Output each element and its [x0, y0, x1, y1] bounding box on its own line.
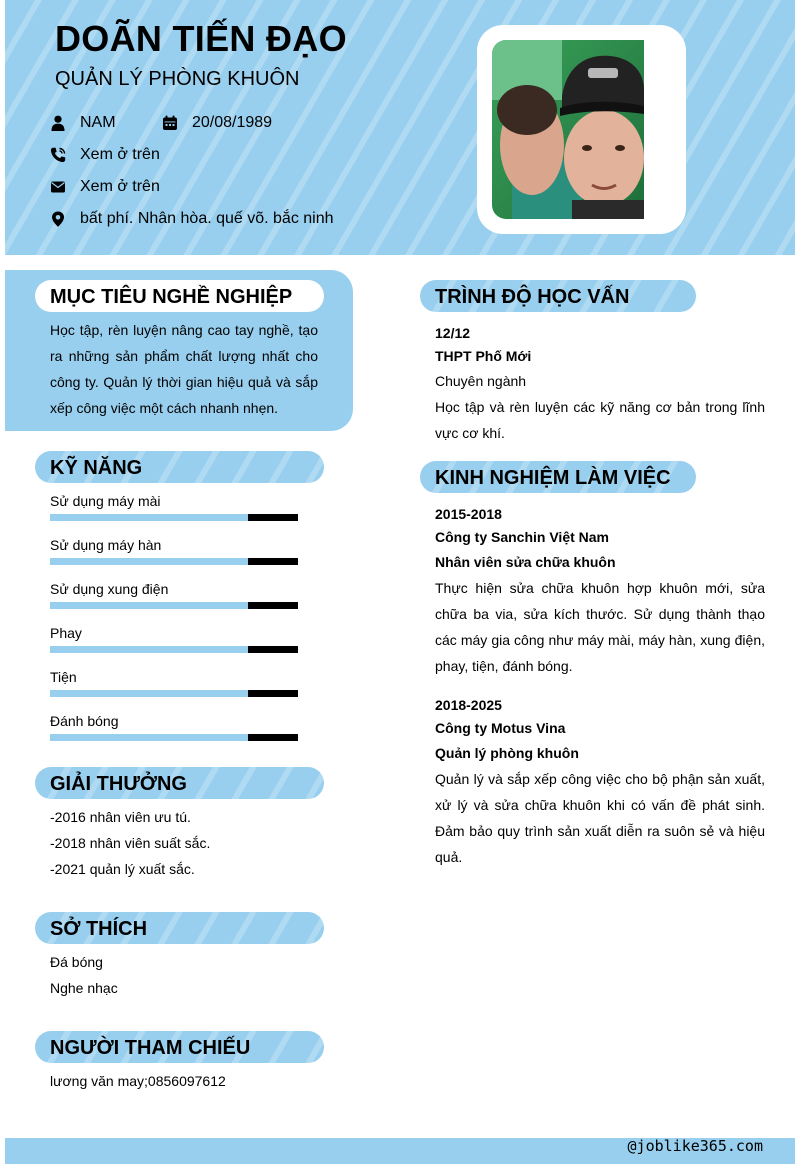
- skill-level-bar: [50, 514, 298, 521]
- map-pin-icon: [50, 211, 66, 227]
- job-period: 2018-2025: [435, 697, 502, 713]
- awards-heading: GIẢI THƯỞNG: [35, 767, 324, 799]
- reference-text: lương văn may;0856097612: [50, 1073, 226, 1089]
- award-item: -2016 nhân viên ưu tú.: [50, 809, 191, 825]
- references-heading: NGƯỜI THAM CHIẾU: [35, 1031, 324, 1063]
- footer-watermark: @joblike365.com: [627, 1137, 763, 1155]
- education-period: 12/12: [435, 325, 471, 341]
- email-value: Xem ở trên: [80, 178, 160, 195]
- footer-bar: [5, 1138, 795, 1164]
- skills-heading: KỸ NĂNG: [35, 451, 324, 483]
- birthdate-value: 20/08/1989: [192, 114, 273, 131]
- skill-level-fill: [50, 646, 248, 653]
- job-title: QUẢN LÝ PHÒNG KHUÔN: [55, 68, 300, 90]
- address-value: bất phí. Nhân hòa. quế võ. bắc ninh: [80, 210, 334, 227]
- skill-level-fill: [50, 602, 248, 609]
- profile-photo-frame: [477, 25, 686, 234]
- skill-name: Tiện: [50, 669, 77, 685]
- job-company: Công ty Motus Vina: [435, 720, 566, 736]
- phone-value: Xem ở trên: [80, 146, 160, 163]
- hobby-item: Đá bóng: [50, 954, 103, 970]
- job-company: Công ty Sanchin Việt Nam: [435, 529, 609, 545]
- person-icon: [50, 115, 66, 131]
- job-period: 2015-2018: [435, 506, 502, 522]
- skill-level-bar: [50, 734, 298, 741]
- award-item: -2021 quản lý xuất sắc.: [50, 861, 195, 877]
- profile-photo: [492, 40, 644, 219]
- phone-icon: [50, 147, 66, 163]
- award-item: -2018 nhân viên suất sắc.: [50, 835, 211, 851]
- header-banner: [5, 0, 795, 255]
- education-major: Chuyên ngành: [435, 373, 527, 389]
- skill-level-fill: [50, 734, 248, 741]
- skill-level-fill: [50, 514, 248, 521]
- job-position: Nhân viên sửa chữa khuôn: [435, 554, 616, 570]
- education-school: THPT Phố Mới: [435, 348, 532, 364]
- skill-name: Sử dụng xung điện: [50, 581, 169, 597]
- skill-level-bar: [50, 558, 298, 565]
- envelope-icon: [50, 179, 66, 195]
- hobby-item: Nghe nhạc: [50, 980, 118, 996]
- education-heading: TRÌNH ĐỘ HỌC VẤN: [420, 280, 696, 312]
- skill-level-fill: [50, 558, 248, 565]
- skill-level-bar: [50, 602, 298, 609]
- skill-name: Sử dụng máy hàn: [50, 537, 162, 553]
- skill-level-bar: [50, 646, 298, 653]
- calendar-icon: [162, 115, 178, 131]
- candidate-name: DOÃN TIẾN ĐẠO: [55, 18, 347, 59]
- skill-name: Đánh bóng: [50, 713, 119, 729]
- hobbies-heading: SỞ THÍCH: [35, 912, 324, 944]
- career-objective-heading: MỤC TIÊU NGHỀ NGHIỆP: [35, 280, 324, 312]
- education-description: Học tập và rèn luyện các kỹ năng cơ bản trong lĩnh vực cơ khí.: [435, 399, 765, 441]
- skill-name: Phay: [50, 625, 82, 641]
- job-position: Quản lý phòng khuôn: [435, 745, 579, 761]
- job-description: Quản lý và sắp xếp công việc cho bộ phận sản xuất, xử lý và sửa chữa khuôn khi có vấn đề phát sinh. Đảm bảo quy trình sản xuất diễn ra suôn sẻ và hiệu quả.: [435, 771, 765, 865]
- skill-name: Sử dụng máy mài: [50, 493, 161, 509]
- skill-level-fill: [50, 690, 248, 697]
- job-description: Thực hiện sửa chữa khuôn hợp khuôn mới, sửa chữa ba via, sửa kích thước. Sử dụng thành thạo các máy gia công như máy mài, máy hàn, xung điện, phay, tiện, đánh bóng.: [435, 580, 765, 674]
- gender-value: NAM: [80, 114, 116, 131]
- career-objective-text: Học tập, rèn luyện nâng cao tay nghề, tạo ra những sản phẩm chất lượng nhất cho công ty. Quản lý thời gian hiệu quả và sắp xếp công việc một cách nhanh nhẹn.: [50, 322, 318, 416]
- skill-level-bar: [50, 690, 298, 697]
- experience-heading: KINH NGHIỆM LÀM VIỆC: [420, 461, 696, 493]
